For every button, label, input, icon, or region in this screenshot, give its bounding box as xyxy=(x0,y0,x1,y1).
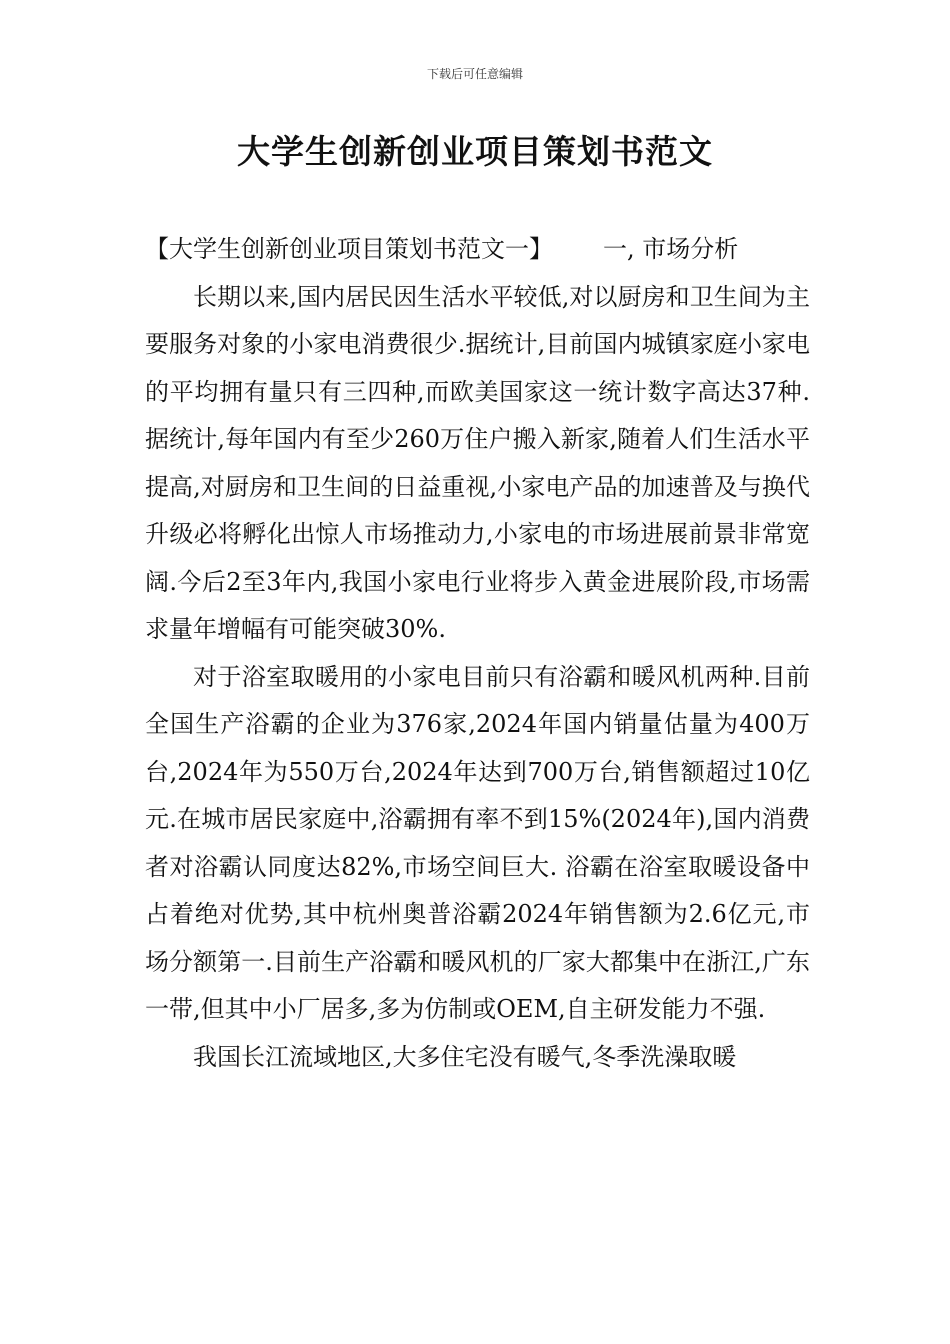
paragraph-2: 对于浴室取暖用的小家电目前只有浴霸和暖风机两种.目前全国生产浴霸的企业为376家,2024年国内销量估量为400万台,2024年为550万台,2024年达到700万台,销售额超过10亿元.在城市居民家庭中,浴霸拥有率不到15%(2024年),国内消费者对浴霸认同度达82%,市场空间巨大. 浴霸在浴室取暖设备中占着绝对优势,其中杭州奥普浴霸2024年销售额为2.6亿元,市场分额第一.目前生产浴霸和暖风机的厂家大都集中在浙江,广东一带,但其中小厂居多,多为仿制或OEM,自主研发能力不强. xyxy=(145,662,810,1023)
document-body xyxy=(145,226,810,1081)
section-heading: 一, 市场分析 xyxy=(555,235,739,263)
section-line xyxy=(145,226,810,274)
document-title: 大学生创新创业项目策划书范文 xyxy=(237,132,713,171)
header-note: 下载后可任意编辑 xyxy=(426,67,523,81)
paragraph-1: 长期以来,国内居民因生活水平较低,对以厨房和卫生间为主要服务对象的小家电消费很少.据统计,目前国内城镇家庭小家电的平均拥有量只有三四种,而欧美国家这一统计数字高达37种.据统计,每年国内有至少260万住户搬入新家,随着人们生活水平提高,对厨房和卫生间的日益重视,小家电产品的加速普及与换代升级必将孵化出惊人市场推动力,小家电的市场进展前景非常宽阔.今后2至3年内,我国小家电行业将步入黄金进展阶段,市场需求量年增幅有可能突破30%. xyxy=(145,282,810,643)
section-label: 【大学生创新创业项目策划书范文一】 xyxy=(145,235,541,263)
paragraph-3: 我国长江流域地区,大多住宅没有暖气,冬季洗澡取暖 xyxy=(193,1042,737,1071)
